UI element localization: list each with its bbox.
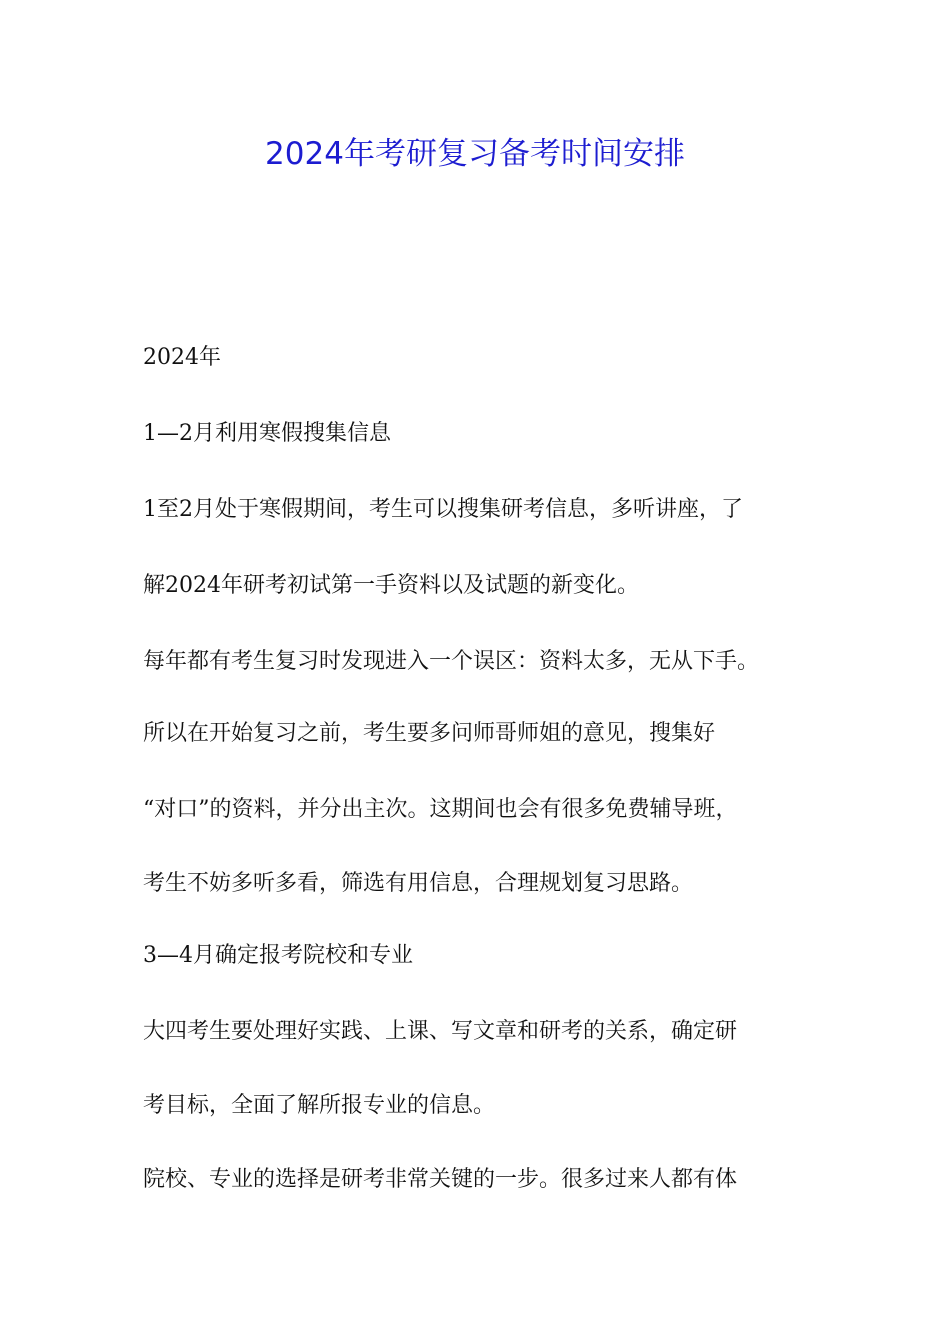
section-heading-mar-apr: 3—4月确定报考院校和专业 [143, 943, 413, 968]
section-heading-jan-feb: 1—2月利用寒假搜集信息 [143, 421, 391, 446]
paragraph-line: 每年都有考生复习时发现进入一个误区：资料太多，无从下手。 [143, 649, 760, 674]
paragraph-line: 考生不妨多听多看，筛选有用信息，合理规划复习思路。 [143, 871, 694, 896]
document-title: 2024年考研复习备考时间安排 [265, 136, 685, 172]
paragraph-line: 大四考生要处理好实践、上课、写文章和研考的关系，确定研 [143, 1019, 738, 1044]
paragraph-line: 所以在开始复习之前，考生要多问师哥师姐的意见，搜集好 [143, 721, 716, 746]
paragraph-line: 解2024年研考初试第一手资料以及试题的新变化。 [143, 573, 639, 598]
paragraph-line: 院校、专业的选择是研考非常关键的一步。很多过来人都有体 [143, 1167, 738, 1192]
paragraph-line: “对口”的资料，并分出主次。这期间也会有很多免费辅导班， [143, 797, 738, 822]
section-year: 2024年 [143, 345, 221, 370]
paragraph-line: 1至2月处于寒假期间，考生可以搜集研考信息，多听讲座，了 [143, 497, 743, 522]
paragraph-line: 考目标，全面了解所报专业的信息。 [143, 1093, 496, 1118]
